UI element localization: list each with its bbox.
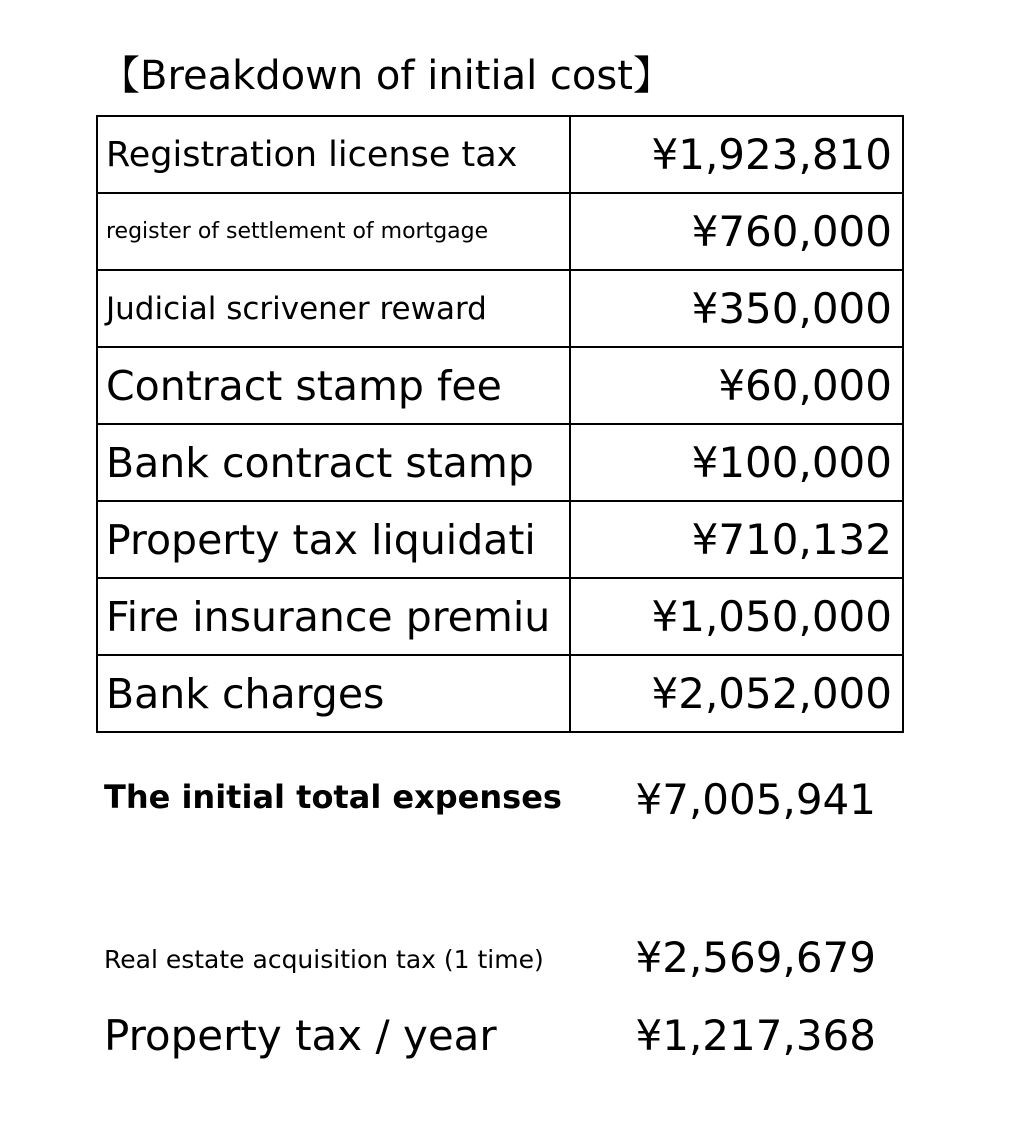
table-row <box>97 655 903 732</box>
acquisition-tax-label: Real estate acquisition tax (1 time) <box>104 945 544 974</box>
total-expenses-label: The initial total expenses <box>104 778 562 816</box>
acquisition-tax-row <box>104 922 876 982</box>
table-row <box>97 578 903 655</box>
table-row <box>97 347 903 424</box>
property-tax-row <box>104 1000 876 1060</box>
page-title: 【Breakdown of initial cost】 <box>100 53 673 99</box>
cost-value: ¥60,000 <box>570 347 903 424</box>
property-tax-label: Property tax / year <box>104 1011 497 1060</box>
cost-value: ¥2,052,000 <box>570 655 903 732</box>
table-row <box>97 193 903 270</box>
property-tax-value: ¥1,217,368 <box>635 1011 876 1060</box>
cost-value: ¥100,000 <box>570 424 903 501</box>
cost-label: Judicial scrivener reward <box>97 270 570 347</box>
cost-value: ¥1,923,810 <box>570 116 903 193</box>
acquisition-tax-value: ¥2,569,679 <box>635 933 876 982</box>
cost-label: Fire insurance premiu <box>97 578 570 655</box>
total-expenses-row <box>104 764 876 824</box>
cost-label: Registration license tax <box>97 116 570 193</box>
table-row <box>97 270 903 347</box>
cost-value: ¥760,000 <box>570 193 903 270</box>
cost-value: ¥1,050,000 <box>570 578 903 655</box>
cost-label: register of settlement of mortgage <box>97 193 570 270</box>
table-row <box>97 424 903 501</box>
cost-label: Bank charges <box>97 655 570 732</box>
cost-value: ¥710,132 <box>570 501 903 578</box>
cost-label: Contract stamp fee <box>97 347 570 424</box>
cost-value: ¥350,000 <box>570 270 903 347</box>
cost-label: Property tax liquidati <box>97 501 570 578</box>
total-expenses-value: ¥7,005,941 <box>635 775 876 824</box>
cost-label: Bank contract stamp <box>97 424 570 501</box>
table-row <box>97 116 903 193</box>
cost-breakdown-table <box>96 115 904 733</box>
table-row <box>97 501 903 578</box>
